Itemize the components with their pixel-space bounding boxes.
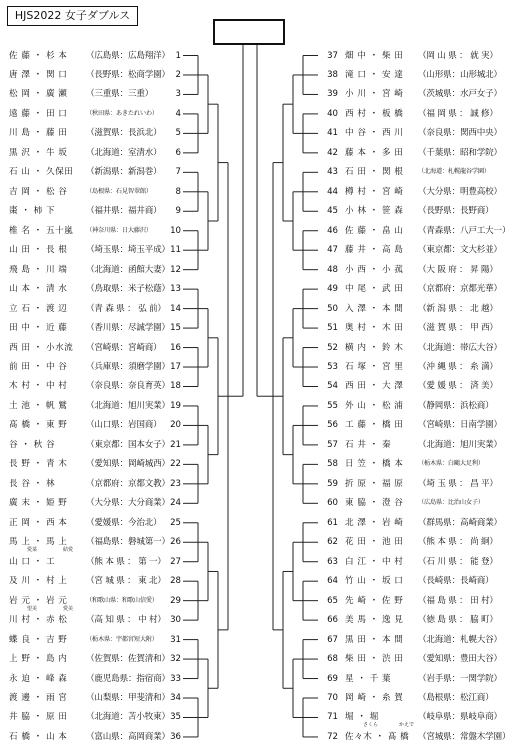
player-names: 樽 村 ・ 宮 崎 [345,186,404,197]
draw-number: 33 [170,673,181,684]
school-info: （岩手県：一関学院） [418,673,502,684]
draw-number: 55 [327,400,338,411]
draw-number: 56 [327,420,338,431]
player-names: 長 野 ・ 青 木 [9,459,68,470]
school-info: （大分県：大分商業） [86,498,170,509]
draw-number: 23 [170,478,181,489]
school-info: （福井県：福井商） [86,206,162,217]
school-info: （京都府：京都光華） [418,284,502,295]
player-names: 馬 上 ・ 馬 上 [9,537,68,548]
school-info: （北海道：室清水） [86,147,162,158]
player-names: 立 石 ・ 渡 辺 [9,303,68,314]
player-names: 西 田 ・ 小水流 [9,342,74,353]
entry-row [318,555,500,569]
school-info: （熊 本 県 ： 尚 絅） [418,537,498,548]
entry-row [318,282,500,296]
player-names: 川 島 ・ 藤 田 [9,128,68,139]
draw-number: 35 [170,712,181,723]
player-names: 廣 末 ・ 姫 野 [9,498,68,509]
draw-number: 41 [327,128,338,139]
school-info: （千葉県：昭和学院） [418,147,502,158]
draw-number: 54 [327,381,338,392]
entry-row [318,516,500,530]
draw-number: 21 [170,439,181,450]
school-info: （静岡県：浜松商） [418,400,494,411]
player-names: 吉 岡 ・ 松 谷 [9,186,68,197]
school-info: （北海道：札幌龍谷学園） [418,168,490,176]
player-names: 外 山 ・ 松 浦 [345,400,404,411]
entry-row [9,652,183,666]
player-names: 石 塚 ・ 宮 里 [345,362,404,373]
school-info: （香川県：尽誠学園） [86,323,170,334]
draw-number: 51 [327,323,338,334]
entry-row [318,126,500,140]
entry-row [9,49,183,63]
entry-row [9,107,183,121]
entry-row [9,204,183,218]
draw-number: 38 [327,69,338,80]
draw-number: 37 [327,50,338,61]
draw-number: 42 [327,147,338,158]
player-names: 花 田 ・ 池 田 [345,537,404,548]
entry-row [9,574,183,588]
school-info: （青森県：八戸工大一） [418,225,510,236]
entry-row [318,302,500,316]
draw-number: 49 [327,284,338,295]
player-names: 黒 田 ・ 本 間 [345,634,404,645]
entry-row [9,399,183,413]
player-names: 小 西 ・ 小 菰 [345,264,404,275]
school-info: （兵庫県：須磨学園） [86,362,170,373]
player-names: 前 田 ・ 中 谷 [9,362,68,373]
draw-number: 11 [170,245,181,256]
school-info: （長崎県：長崎商） [418,576,494,587]
player-names: 小 林 ・ 笹 森 [345,206,404,217]
player-names: 唐 澤 ・ 関 口 [9,69,68,80]
draw-number: 43 [327,167,338,178]
player-names: 日 笠 ・ 橋 本 [345,459,404,470]
school-info: （青 森 県 ： 弘 前） [86,303,166,314]
player-names: 畑 中 ・ 柴 田 [345,50,404,61]
draw-number: 22 [170,459,181,470]
player-names: 竹 山 ・ 坂 口 [345,576,404,587]
furigana-note: 望美 [27,605,38,612]
player-names: 山 本 ・ 清 水 [9,284,68,295]
school-info: （長野県：長野商） [418,206,494,217]
player-names: 上 野 ・ 島 内 [9,654,68,665]
entry-row [9,555,183,569]
entry-row [9,516,183,530]
entry-row [9,282,183,296]
school-info: （岐阜県：県岐阜商） [418,712,502,723]
school-info: （栃木県：宇都宮短大附） [86,635,158,643]
school-info: （鹿児島県：指宿商） [86,673,170,684]
player-names: 中 谷 ・ 西 川 [345,128,404,139]
school-info: （愛知県：岡崎城西） [86,459,170,470]
player-names: 黒 沢 ・ 牛 坂 [9,147,68,158]
player-names: 西 田 ・ 大 澤 [345,381,404,392]
draw-number: 58 [327,459,338,470]
school-info: （新潟県：新潟巻） [86,167,162,178]
player-names: 滝 口 ・ 安 達 [345,69,404,80]
entry-row [318,107,500,121]
player-names: 中 尾 ・ 武 田 [345,284,404,295]
entry-row [318,165,500,179]
draw-number: 68 [327,654,338,665]
school-info: （滋 賀 県 ： 甲 西） [418,323,498,334]
player-names: 白 江 ・ 中 村 [345,556,404,567]
player-names: 佐 藤 ・ 畠 山 [345,225,404,236]
player-names: 藤 井 ・ 高 島 [345,245,404,256]
entry-row [9,730,183,744]
draw-number: 36 [170,731,181,742]
draw-number: 53 [327,362,338,373]
draw-number: 65 [327,595,338,606]
player-names: 石 橋 ・ 山 本 [9,731,68,742]
draw-number: 4 [175,108,181,119]
entry-row [9,457,183,471]
school-info: （福 岡 県 ： 誠 修） [418,108,498,119]
school-info: （広島県：広島翔洋） [86,50,170,61]
draw-number: 46 [327,225,338,236]
school-info: （北海道：札幌大谷） [418,634,502,645]
entry-row [9,496,183,510]
entry-row [318,68,500,82]
draw-number: 40 [327,108,338,119]
entry-row [318,535,500,549]
draw-number: 57 [327,439,338,450]
school-info: （山梨県：甲斐清和） [86,693,170,703]
school-info: （徳 島 県 ： 脇 町） [418,615,498,626]
entry-row [9,146,183,160]
entry-row [9,438,183,452]
player-names: 岡 崎 ・ 糸 賀 [345,693,404,703]
entry-row [318,438,500,452]
draw-number: 18 [170,381,181,392]
school-info: （島根県：松江商） [418,693,494,703]
player-names: 椎 名 ・ 五十嵐 [9,225,74,236]
entry-row [9,165,183,179]
draw-number: 71 [327,712,338,723]
furigana-note: 結愛 [63,547,74,554]
player-names: 木 村 ・ 中 村 [9,381,68,392]
school-info: （北海道：帯広大谷） [418,342,502,353]
draw-number: 29 [170,595,181,606]
draw-number: 28 [170,576,181,587]
player-names: 山 田 ・ 長 根 [9,245,68,256]
draw-number: 72 [327,731,338,742]
school-info: （北海道：旭川実業） [418,439,502,450]
entry-row [318,321,500,335]
school-info: （宮 城 県 ： 東 北） [86,576,166,587]
school-info: （宮城県：常盤木学園） [418,731,510,742]
school-info: （群馬県：高崎商業） [418,517,502,528]
entry-row [9,321,183,335]
player-names: 折 原 ・ 福 原 [345,478,404,489]
entry-row [318,633,500,647]
furigana-note: 愛菜 [27,547,38,554]
draw-number: 8 [175,186,181,197]
draw-number: 62 [327,537,338,548]
school-info: （大分県：明豊高校） [418,186,502,197]
entry-row [318,594,500,608]
player-names: 渡 邊 ・ 雨 宮 [9,693,68,703]
school-info: （埼 玉 県 ： 昌 平） [418,478,498,489]
entry-row [318,691,500,705]
school-info: （愛知県：豊田大谷） [418,654,502,665]
draw-number: 2 [175,69,181,80]
entry-row [9,613,183,627]
player-names: 川 村 ・ 赤 松 [9,615,68,626]
entry-row [318,87,500,101]
draw-number: 9 [175,206,181,217]
entry-row [9,68,183,82]
school-info: （北海道：苫小牧東） [86,712,170,723]
draw-number: 24 [170,498,181,509]
player-names: 佐 藤 ・ 杉 本 [9,50,68,61]
entry-row [318,496,500,510]
entry-row [318,613,500,627]
player-names: 先 崎 ・ 佐 野 [345,595,404,606]
draw-number: 13 [170,284,181,295]
player-names: 星 ・ 千 葉 [345,673,392,684]
school-info: （栃木県：白鷗大足利） [418,460,484,468]
draw-number: 70 [327,693,338,703]
school-info: （山形県：山形城北） [418,69,502,80]
player-names: 入 澤 ・ 本 間 [345,303,404,314]
draw-number: 32 [170,654,181,665]
player-names: 藤 本 ・ 多 田 [345,147,404,158]
school-info: （宮崎県：日南学園） [418,420,502,431]
draw-number: 47 [327,245,338,256]
school-info: （茨城県：水戸女子） [418,89,502,100]
draw-number: 25 [170,517,181,528]
furigana-note: かえで [399,722,415,729]
entry-row [318,49,500,63]
entry-row [318,263,500,277]
entry-row [9,341,183,355]
entry-row [318,477,500,491]
entry-row [9,126,183,140]
school-info: （沖 縄 県 ： 糸 満） [418,362,498,373]
furigana-note: さくら [363,722,379,729]
player-names: 岩 元 ・ 岩 元 [9,595,68,606]
school-info: （和歌山県：和歌山信愛） [86,596,158,604]
entry-row [318,574,500,588]
entry-row [9,477,183,491]
draw-number: 3 [175,89,181,100]
school-info: （北海道：旭川実業） [86,400,170,411]
school-info: （愛媛県：今治北） [86,517,162,528]
furigana-note: 愛美 [63,605,74,612]
player-names: 谷 ・ 秋 谷 [9,439,56,450]
draw-number: 30 [170,615,181,626]
school-info: （岡 山 県 ： 就 実） [418,50,498,61]
player-names: 長 谷 ・ 林 [9,478,56,489]
player-names: 永 迫 ・ 峰 森 [9,673,68,684]
draw-number: 69 [327,673,338,684]
school-info: （福 島 県 ： 田 村） [418,595,498,606]
draw-number: 1 [175,50,181,61]
page-title: HJS2022 女子ダブルス [7,6,138,26]
draw-number: 63 [327,556,338,567]
draw-number: 61 [327,517,338,528]
school-info: （奈良県：奈良育英） [86,381,170,392]
entry-row [318,185,500,199]
school-info: （高 知 県 ： 中 村） [86,615,166,626]
draw-number: 48 [327,264,338,275]
entry-row [9,360,183,374]
draw-number: 12 [170,264,181,275]
entry-row [318,243,500,257]
player-names: 工 藤 ・ 橋 田 [345,420,404,431]
entry-row [318,360,500,374]
school-info: （長野県：松商学園） [86,69,170,80]
entry-row [318,341,500,355]
draw-number: 14 [170,303,181,314]
player-names: 遠 藤 ・ 田 口 [9,108,68,119]
player-names: 奥 村 ・ 木 田 [345,323,404,334]
player-names: 山 口 ・ 工 [9,556,56,567]
draw-number: 67 [327,634,338,645]
draw-number: 44 [327,186,338,197]
player-names: 美 馬 ・ 逸 見 [345,615,404,626]
entry-row [9,263,183,277]
entry-row [9,710,183,724]
draw-number: 31 [170,634,181,645]
draw-number: 34 [170,693,181,703]
school-info: （広島県：比治山女子） [418,499,484,507]
school-info: （滋賀県：長浜北） [86,128,162,139]
entry-row [9,418,183,432]
entry-row [318,146,500,160]
player-names: 棗 ・ 柿 下 [9,206,56,217]
player-names: 横 内 ・ 鈴 木 [345,342,404,353]
draw-number: 52 [327,342,338,353]
draw-number: 50 [327,303,338,314]
draw-number: 5 [175,128,181,139]
player-names: 及 川 ・ 村 上 [9,576,68,587]
school-info: （北海道：函館大妻） [86,264,170,275]
draw-number: 60 [327,498,338,509]
entry-row [9,633,183,647]
school-info: （石 川 県 ： 能 登） [418,556,498,567]
draw-number: 45 [327,206,338,217]
player-names: 石 井 ・ 秦 [345,439,392,450]
school-info: （神奈川県：日大藤沢） [86,226,152,234]
player-names: 西 村 ・ 板 橋 [345,108,404,119]
school-info: （東京都：国本女子） [86,439,170,450]
school-info: （山口県：岩国商） [86,420,162,431]
player-names: 土 池 ・ 帆 鷲 [9,400,68,411]
draw-number: 15 [170,323,181,334]
draw-number: 64 [327,576,338,587]
entry-row [9,302,183,316]
entry-row [9,672,183,686]
player-names: 石 田 ・ 関 根 [345,167,404,178]
school-info: （京都府：京都文教） [86,478,170,489]
draw-number: 10 [170,225,181,236]
player-names: 佐々木 ・ 髙 橋 [345,731,410,742]
draw-number: 66 [327,615,338,626]
player-names: 正 岡 ・ 西 本 [9,517,68,528]
school-info: （島根県：石見智翠館） [86,187,152,195]
entry-row [318,204,500,218]
player-names: 井 脇 ・ 原 田 [9,712,68,723]
school-info: （秋田県：あきたれいわ） [86,109,158,117]
entry-row [9,224,183,238]
entry-row [318,224,510,238]
player-names: 蝶 良 ・ 吉 野 [9,634,68,645]
school-info: （富山県：高岡商業） [86,731,170,742]
school-info: （福島県：磐城第一） [86,537,170,548]
player-names: 髙 橋 ・ 東 野 [9,420,68,431]
entry-row [9,379,183,393]
entry-row [9,691,183,705]
player-names: 石 山 ・ 久保田 [9,167,74,178]
entry-row [9,243,183,257]
school-info: （愛 媛 県 ： 済 美） [418,381,498,392]
school-info: （三重県：三重） [86,89,154,100]
player-names: 北 澤 ・ 岩 崎 [345,517,404,528]
player-names: 飛 島 ・ 川 端 [9,264,68,275]
entry-row [318,399,500,413]
school-info: （熊 本 県 ： 第 一） [86,556,166,567]
school-info: （鳥取県：米子松蔭） [86,284,170,295]
entry-row [318,672,500,686]
draw-number: 7 [175,167,181,178]
entry-row [9,185,183,199]
player-names: 田 中 ・ 近 藤 [9,323,68,334]
draw-number: 6 [175,147,181,158]
school-info: （奈良県：関西中央） [418,128,502,139]
entry-row [318,457,500,471]
player-names: 柴 田 ・ 渋 田 [345,654,404,665]
draw-number: 19 [170,400,181,411]
player-names: 堀 ・ 堀 [345,712,379,723]
player-names: 東 脇 ・ 澄 谷 [345,498,404,509]
player-names: 松 岡 ・ 廣 瀬 [9,89,68,100]
school-info: （東京都：文大杉並） [418,245,502,256]
draw-number: 39 [327,89,338,100]
school-info: （埼玉県：埼玉平成） [86,245,170,256]
draw-number: 20 [170,420,181,431]
school-info: （佐賀県：佐賀清和） [86,654,170,665]
draw-number: 59 [327,478,338,489]
entry-row [318,379,500,393]
entry-row [318,418,500,432]
draw-number: 27 [170,556,181,567]
entry-row [9,87,183,101]
draw-number: 16 [170,342,181,353]
player-names: 小 川 ・ 宮 崎 [345,89,404,100]
school-info: （新 潟 県 ： 北 越） [418,303,498,314]
draw-number: 17 [170,362,181,373]
entry-row [318,730,510,744]
school-info: （大 阪 府 ： 昇 陽） [418,264,498,275]
draw-number: 26 [170,537,181,548]
entry-row [318,652,500,666]
school-info: （宮崎県：宮崎商） [86,342,162,353]
